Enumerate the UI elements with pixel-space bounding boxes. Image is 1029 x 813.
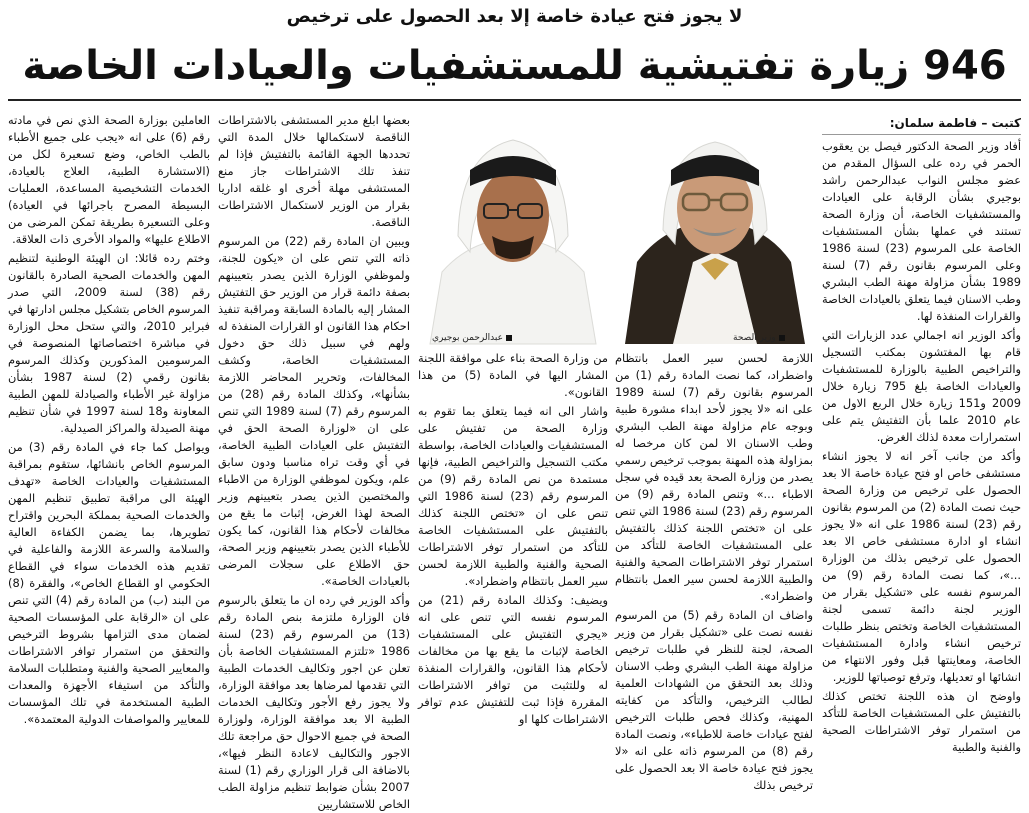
minister-caption-text: وزير الصحة	[733, 333, 776, 343]
paragraph: بعضها ابلغ مدير المستشفى بالاشتراطات الناقصة لاستكمالها خلال المدة التي تحددها الجهة القائمة بالتفتيش فإذا لم تنفذ تلك الاشتراطات جاز منع المستشفى مهلة أخرى او غلقه اداريا بقرار من الوزير لاستكمال الاشتراطات الناقصة.	[218, 113, 410, 229]
minister-portrait-image	[615, 112, 813, 344]
article-column-1	[822, 138, 1022, 754]
paragraph: واضاف ان المادة رقم (5) من المرسوم نفسه نصت على «تشكيل بقرار من وزير الصحة، لجنة للنظر في طلبات ترخيص مزاولة مهنة الطب البشري وطب الاسنان وذلك بعد التحقق من الشهادات العلمية لطالب الترخيص، والتأكد من كفايته المهنية، وكذلك فحص طلبات الترخيص لفتح عيادات خاصة للاطباء»، ونصت المادة رقم (8) من المرسوم ذاته على انه «لا يجوز فتح عيادة خاصة الا بعد الحصول على ترخيص بذلك	[615, 608, 813, 792]
headline: 946 زيارة تفتيشية للمستشفيات والعيادات الخاصة	[22, 43, 1007, 89]
paragraph: واشار الى انه فيما يتعلق بما تقوم به وزارة الصحة من تفتيش على المستشفيات والعيادات الخاصة، بواسطة مكتب التسجيل والتراخيص الطبية، فإنها مستمدة من نص المادة رقم (9) من المرسوم رقم (23) لسنة 1986 التي تنص على ان «تختص اللجنة كذلك بالتفتيش على المستشفيات الخاصة للتأكد من استمرار توفر الاشتراطات الصحية والفنية والطبية اللازمة لحسن سير العمل بانتظام واضطراد».	[418, 404, 609, 588]
article-column-3	[418, 350, 609, 726]
caption-bullet-icon	[779, 335, 785, 341]
article-column-4	[218, 112, 411, 811]
headline-rule	[8, 99, 1021, 101]
minister-photo	[615, 112, 813, 344]
paragraph: ويبين ان المادة رقم (22) من المرسوم ذاته التي تنص على ان «يكون للجنة، ولموظفي الوزارة الذين يصدر بتعيينهم بصفة دائمة قرار من الوزير حق التفتيش المشار إليه بالمادة السابقة ومراقبة تنفيذ احكام هذا القانون او القرارات المنفذة له ولهم في سبيل ذلك حق دخول المستشفيات الخاصة، وكشف المخالفات، وتحرير المحاضر اللازمة بشأنها»، وكذلك المادة رقم (28) من المرسوم رقم (7) لسنة 1989 التي تنص على ان «لوزارة الصحة الحق في التفتيش على العيادات الطبية الخاصة، في أي وقت تراه مناسبا ودون سابق علم، ويكون لموظفي الوزارة من الاطباء والمختصين الذين يصدر بتعيينهم وزير الصحة لهذا الغرض، إثبات ما يقع من مخالفات لأحكام هذا القانون، كما يكون للأطباء الذين يصدر بتعيينهم وزير الصحة، حق الاطلاع على سجلات المرضى بالعيادات الخاصة».	[218, 234, 410, 588]
subheadline: لا يجوز فتح عيادة خاصة إلا بعد الحصول على ترخيص	[286, 6, 743, 27]
minister-caption	[733, 332, 785, 344]
paragraph: اللازمة لحسن سير العمل بانتظام واضطراد، كما نصت المادة رقم (1) من المرسوم بقانون رقم (7) لسنة 1989 على انه «لا يجوز لأحد ابداء مشورة طبية وبوجه عام مزاولة مهنة الطب البشري وطب الاسنان الا لمن كان مرخصا له بمزاولة هذه المهنة بموجب ترخيص رسمي يصدر من وزارة الصحة بعد قيده في سجل الاطباء ...» وتنص المادة رقم (9) من المرسوم رقم (23) لسنة 1986 التي تنص على ان «تختص اللجنة كذلك بالتفتيش على المستشفيات الخاصة للتأكد من استمرار توفر الاشتراطات الصحية والفنية والطبية اللازمة لحسن سير العمل بانتظام واضطراد».	[615, 351, 813, 603]
paragraph: ويضيف: وكذلك المادة رقم (21) من المرسوم نفسه التي تنص على انه «يجري التفتيش على المستشفيات الخاصة لإثبات ما يقع بها من مخالفات لأحكام هذا القانون، والقرارات المنفذة له وللتثبت من توافر الاشتراطات المقررة فإذا ثبت للتفتيش عدم توافر الاشتراطات كلها او	[418, 593, 608, 726]
article-column-2	[615, 350, 813, 792]
paragraph: وأكد الوزير انه اجمالي عدد الزيارات التي قام بها المفتشون بمكتب التسجيل والتراخيص الطبية بالوزارة للمستشفيات والعيادات الخاصة بلغ 795 زيارة خلال 2009 و151 زيارة خلال الربع الاول من عام 2010 علما بأن التفتيش يتم على استمرارات معدة لذلك الغرض.	[822, 328, 1021, 444]
paragraph: ويواصل كما جاء في المادة رقم (3) من المرسوم الخاص بانشائها، ستقوم بمراقبة المستشفيات والعيادات الخاصة «تهدف الهيئة الى مراقبة تطبيق تنظيم المهن والخدمات الصحية بمملكة البحرين واقتراح تطويرها، بما يضمن الكفاءة العالية والسلامة والسرعة اللازمة والفاعلية في تقديم هذه الخدمات سواء في القطاع الحكومي او القطاع الخاص»، والفقرة (8) من البند (ب) من المادة رقم (4) التي تنص على ان «الرقابة على المؤسسات الصحية لضمان مدى التزامها بشروط الترخيص والتحقق من استمرار توافر الاشتراطات والمعايير الصحية والفنية ومتطلبات السلامة والتأكد من استيفاء الأجهزة والمعدات الطبية المستخدمة في تلك المؤسسات للمعايير والمواصفات الدولية المعتمدة».	[8, 440, 210, 726]
paragraph: وأكد من جانب آخر انه لا يجوز انشاء مستشفى خاص او فتح عيادة خاصة الا بعد الحصول على ترخيص من وزارة الصحة حيث نصت المادة (2) من المرسوم بقانون رقم (23) لسنة 1986 على انه «لا يجوز انشاء او ادارة مستشفى خاص الا بعد الحصول على ترخيص بذلك من الوزارة ...»، كما نصت المادة رقم (9) من المرسوم نفسه على «تشكيل بقرار من الوزير لجنة دائمة تسمى لجنة المستشفيات الخاصة وتختص بنظر طلبات ترخيص انشاء وادارة المستشفيات الخاصة، ومعاينتها قبل وفور الانتهاء من انشائها او تعديلها، وترفع توصياتها للوزير.	[822, 449, 1022, 684]
caption-bullet-icon	[506, 335, 512, 341]
paragraph: وأكد الوزير في رده ان ما يتعلق بالرسوم فان الوزارة ملتزمة بنص المادة رقم (13) من المرسوم رقم (23) لسنة 1986 «تلتزم المستشفيات الخاصة بأن تعلن عن اجور وتكاليف الخدمات الطبية التي تقدمها لمرضاها بعد موافقة الوزارة، ولا يجوز رفع الأجور وتكاليف الخدمات الطبية الا بعد موافقة الوزارة، ولوزارة الصحة في جميع الاحوال حق مراجعة تلك الاجور والتكاليف لاعادة النظر فيها»، بالاضافة الى قرار الوزاري رقم (1) لسنة 2007 بشأن ضوابط تنظيم مزاولة الطب الخاص للاستشاريين	[218, 593, 411, 811]
paragraph: واوضح ان هذه اللجنة تختص كذلك بالتفتيش على المستشفيات الخاصة للتأكد من استمرار توفر الاشتراطات الصحية والفنية والطبية	[822, 689, 1021, 754]
paragraph: وختم رده قائلا: ان الهيئة الوطنية لتنظيم المهن والخدمات الصحية الصادرة بالقانون رقم (38) لسنة 2009، التي صدر المرسوم الخاص بتشكيل مجلس ادارتها في فبراير 2010، والتي ستحل محل الوزارة في مباشرة اختصاصاتها المنصوصة في المرسومين المذكورين وكذلك المرسوم بقانون رقمي (2) لسنة 1987 بشأن مزاولة غير الأطباء والصيادلة للمهن الطبية المعاونة و18 لسنة 1997 في شأن تنظيم مهنة الصيدلة والمراكز الصيدلية.	[8, 251, 210, 435]
byline: كتبت – فاطمة سلمان:	[822, 114, 1021, 135]
bujairi-portrait-image	[418, 112, 608, 344]
paragraph: العاملين بوزارة الصحة الذي نص في مادته رقم (6) على انه «يجب على جميع الأطباء بالطب الخاص، وضع تسعيرة لكل من (الاستشارة الطبية، العلاج بالعيادة، الخدمات التشخيصية المساعدة، العمليات البسيطة المصرح باجرائها في العيادة) وعلى التسعيرة بطريقة تمكن المرضى من الاطلاع عليها» والمواد الأخرى ذات العلاقة.	[8, 113, 211, 246]
bujairi-caption	[432, 332, 512, 344]
bujairi-caption-text: عبدالرحمن بوجيري	[432, 333, 503, 343]
article-column-5	[8, 112, 211, 726]
bujairi-photo	[418, 112, 608, 344]
paragraph: أفاد وزير الصحة الدكتور فيصل بن يعقوب الحمر في رده على السؤال المقدم من عضو مجلس النواب عبدالرحمن راشد بوجيري بشأن الرقابة على العيادات والمستشفيات الخاصة، أن وزارة الصحة تستند في عملها بشأن المستشفيات الخاصة على المرسوم (23) لسنة 1986 وعلى المرسوم بقانون رقم (7) لسنة 1989 بشأن مزاولة مهنة الطب البشري وطب الاسنان فيما يتعلق بالعيادات الخاصة والقرارات المنفذة لها.	[822, 139, 1022, 323]
paragraph: من وزارة الصحة بناء على موافقة اللجنة المشار اليها في المادة (5) من هذا القانون».	[418, 351, 608, 399]
